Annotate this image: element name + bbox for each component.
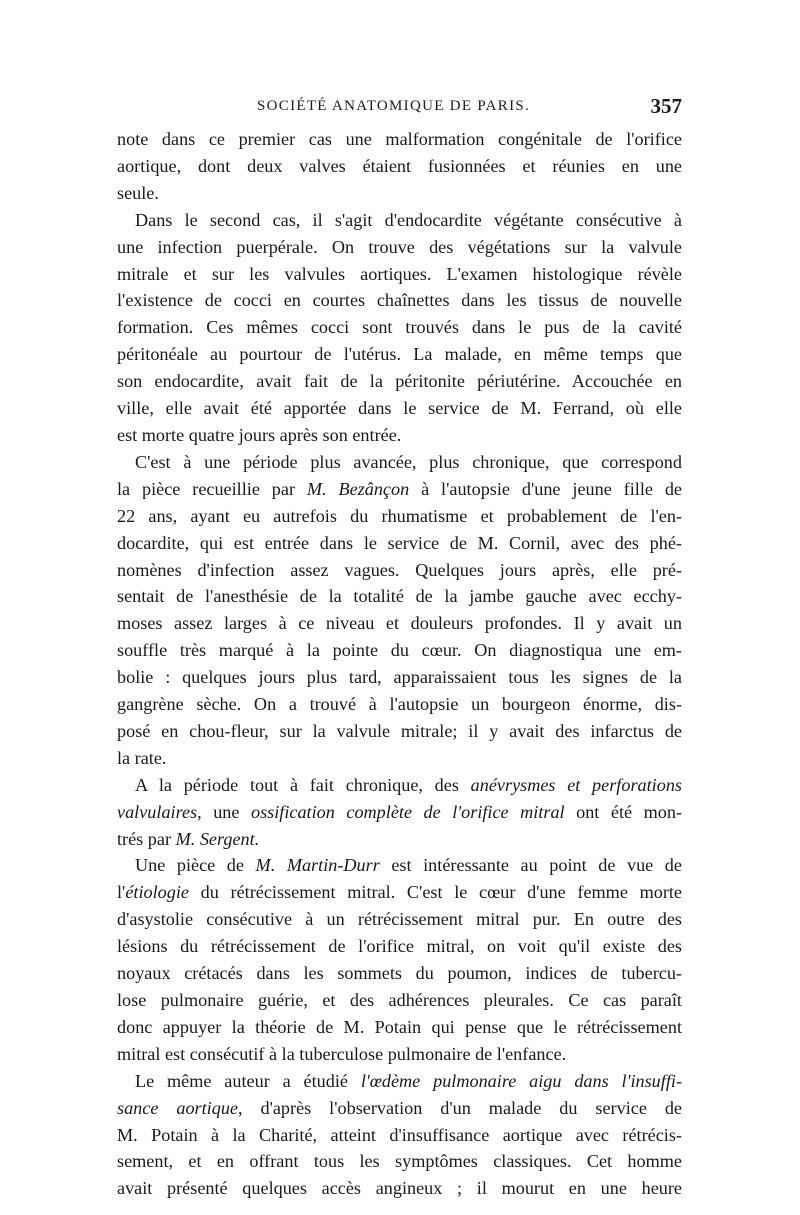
text-line <box>117 610 682 637</box>
text-segment: C'est à une période plus avancée, plus chronique, que correspond <box>135 451 682 472</box>
text-line <box>117 772 682 799</box>
text-line <box>117 1068 682 1095</box>
italic-text: ossification complète de l'orifice mitral <box>250 801 565 822</box>
text-line <box>117 1041 682 1068</box>
text-segment: lose pulmonaire guérie, et des adhérences pleurales. Ce cas paraît <box>117 990 682 1010</box>
text-segment: , d'après l'observation d'un malade du service de <box>238 1097 683 1118</box>
text-line <box>117 1175 682 1202</box>
text-line <box>117 261 682 288</box>
text-segment: d'asystolie consécutive à un rétrécissement mitral pur. En outre des <box>117 909 682 930</box>
page-header <box>117 94 682 122</box>
text-segment: péritonéale au pourtour de l'utérus. La malade, en même temps que <box>117 344 682 365</box>
text-line <box>117 476 682 503</box>
text-line <box>117 637 682 664</box>
text-line <box>117 234 682 261</box>
text-line <box>117 314 682 341</box>
text-line <box>117 180 682 207</box>
text-segment: sement, et en offrant tous les symptômes classiques. Cet homme <box>117 1151 682 1172</box>
text-line <box>117 422 682 449</box>
text-line <box>117 583 682 610</box>
text-segment: ont été mon- <box>564 801 682 822</box>
text-segment: souffle très marqué à la pointe du cœur. On diagnostiqua une em- <box>117 640 682 661</box>
italic-text: M. Sergent. <box>175 828 260 849</box>
text-segment: docardite, qui est entrée dans le service de M. Cornil, avec des phé- <box>117 532 682 553</box>
text-line <box>117 960 682 987</box>
italic-text: M. Bezânçon <box>306 478 410 499</box>
text-segment: à l'autopsie d'une jeune fille de <box>409 478 682 499</box>
text-segment: M. Potain à la Charité, atteint d'insuffisance aortique avec rétrécis- <box>117 1124 682 1145</box>
text-line <box>117 1122 682 1149</box>
text-line <box>117 879 682 906</box>
text-segment: Une pièce de <box>135 855 256 876</box>
text-segment: sentait de l'anesthésie de la totalité de la jambe gauche avec ecchy- <box>117 586 682 607</box>
italic-text: l'œdème pulmonaire aigu dans l'insuffi- <box>360 1070 682 1091</box>
text-line <box>117 207 682 234</box>
text-line <box>117 933 682 960</box>
text-line <box>117 395 682 422</box>
text-segment: l'existence de cocci en courtes chaînettes dans les tissus de nouvelle <box>117 290 682 311</box>
text-line <box>117 341 682 368</box>
italic-text: M. Martin-Durr <box>255 855 380 876</box>
text-segment: Dans le second cas, il s'agit d'endocardite végétante consécutive à <box>135 209 682 230</box>
text-segment: donc appuyer la théorie de M. Potain qui pense que le rétrécissement <box>117 1016 682 1037</box>
text-line <box>117 530 682 557</box>
text-line <box>117 503 682 530</box>
text-segment: posé en chou-fleur, sur la valvule mitrale; il y avait des infarctus de <box>117 720 682 741</box>
text-segment: aortique, dont deux valves étaient fusionnées et réunies en une <box>117 155 682 176</box>
text-segment: mitral est consécutif à la tuberculose pulmonaire de l'enfance. <box>117 1043 567 1064</box>
text-line <box>117 826 682 853</box>
text-line <box>117 1148 682 1175</box>
text-segment: son endocardite, avait fait de la péritonite périutérine. Accouchée en <box>117 371 682 392</box>
text-line <box>117 987 682 1014</box>
text-line <box>117 287 682 314</box>
text-line <box>117 449 682 476</box>
text-segment: moses assez larges à ce niveau et douleurs profondes. Il y avait un <box>117 613 682 634</box>
text-line <box>117 368 682 395</box>
text-segment: trés par <box>117 828 176 849</box>
text-segment: bolie : quelques jours plus tard, apparaissaient tous les signes de la <box>117 667 682 688</box>
text-segment: Le même auteur a étudié <box>135 1070 361 1091</box>
text-segment: mitrale et sur les valvules aortiques. L'examen histologique révèle <box>117 263 682 284</box>
text-segment: la rate. <box>117 747 167 768</box>
text-segment: , une <box>197 801 251 822</box>
text-segment: A la période tout à fait chronique, des <box>135 774 471 795</box>
text-line <box>117 664 682 691</box>
text-segment: une infection puerpérale. On trouve des végétations sur la valvule <box>117 236 682 257</box>
text-segment: noyaux crétacés dans les sommets du poumon, indices de tubercu- <box>117 963 682 984</box>
text-segment: est intéressante au point de vue de <box>379 855 682 876</box>
text-segment: l' <box>117 882 126 903</box>
text-segment: la pièce recueillie par <box>117 478 307 499</box>
text-segment: note dans ce premier cas une malformation congénitale de l'orifice <box>117 129 682 149</box>
text-segment: est morte quatre jours après son entrée. <box>117 424 402 445</box>
text-line <box>117 1095 682 1122</box>
text-line <box>117 799 682 826</box>
italic-text: anévrysmes et perforations <box>470 774 682 795</box>
text-line <box>117 691 682 718</box>
text-segment: 22 ans, ayant eu autrefois du rhumatisme et probablement de l'en- <box>117 505 682 526</box>
text-line <box>117 906 682 933</box>
text-line <box>117 126 682 153</box>
text-line <box>117 557 682 584</box>
text-segment: du rétrécissement mitral. C'est le cœur d'une femme morte <box>188 882 682 903</box>
text-segment: formation. Ces mêmes cocci sont trouvés dans le pus de la cavité <box>117 317 682 338</box>
text-line <box>117 1014 682 1041</box>
page-number: 357 <box>650 94 682 118</box>
text-line <box>117 745 682 772</box>
text-line <box>117 718 682 745</box>
italic-text: sance aortique <box>117 1097 238 1118</box>
italic-text: étiologie <box>125 882 189 903</box>
italic-text: valvulaires <box>117 801 198 822</box>
text-line <box>117 852 682 879</box>
text-segment: nomènes d'infection assez vagues. Quelques jours après, elle pré- <box>117 559 682 580</box>
text-line <box>117 153 682 180</box>
running-title: SOCIÉTÉ ANATOMIQUE DE PARIS. <box>257 98 531 114</box>
body-text <box>117 126 682 1202</box>
text-segment: seule. <box>117 182 159 203</box>
text-segment: avait présenté quelques accès angineux ; il mourut en une heure <box>117 1178 682 1199</box>
text-segment: gangrène sèche. On a trouvé à l'autopsie un bourgeon énorme, dis- <box>117 694 682 715</box>
text-segment: lésions du rétrécissement de l'orifice mitral, on voit qu'il existe des <box>117 936 682 957</box>
text-segment: ville, elle avait été apportée dans le service de M. Ferrand, où elle <box>117 398 682 419</box>
